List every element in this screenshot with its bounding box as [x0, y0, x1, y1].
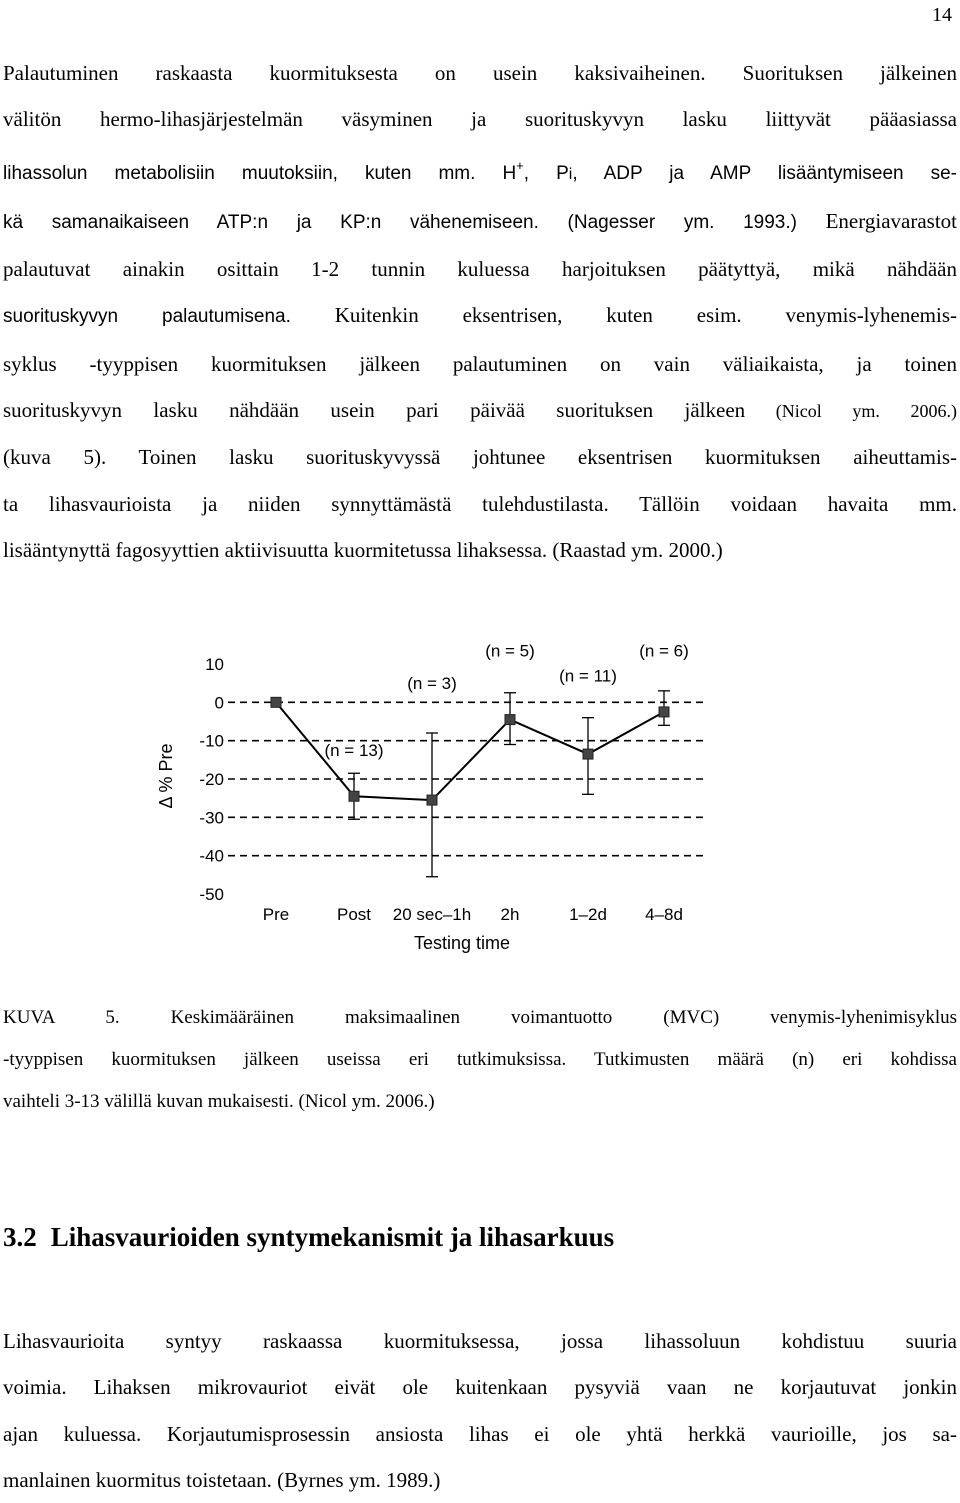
- caption-line: KUVA 5. Keskimääräinen maksimaalinen voimantuotto (MVC) venymis-lyhenimisyklus: [3, 1007, 957, 1028]
- caption-line: -tyyppisen kuormituksen jälkeen useissa eri tutkimuksissa. Tutkimusten määrä (n) eri kohdissa: [3, 1049, 957, 1070]
- text-line: (kuva 5). Toinen lasku suorituskyvyssä johtunee eksentrisen kuormituksen aiheuttamis-: [3, 445, 957, 470]
- text-line: ta lihasvaurioista ja niiden synnyttämästä tulehdustilasta. Tällöin voidaan havaita mm.: [3, 491, 957, 516]
- caption-line: vaihteli 3-13 välillä kuvan mukaisesti. (Nicol ym. 2006.): [3, 1091, 435, 1112]
- paragraph-muscle-damage: [3, 1318, 957, 1503]
- data-point: [659, 707, 669, 717]
- mvc-recovery-chart: [148, 636, 720, 956]
- section-heading: [3, 1222, 614, 1253]
- text-line: suorituskyvyn palautumisena. Kuitenkin eksentrisen, kuten esim. venymis-lyhenemis-: [3, 303, 957, 328]
- sample-size-label: (n = 13): [324, 741, 384, 760]
- text-line: Lihasvaurioita syntyy raskaassa kuormituksessa, jossa lihassoluun kohdistuu suuria: [3, 1329, 957, 1353]
- text-line: suorituskyvyn lasku nähdään usein pari päivää suorituksen jälkeen (Nicol ym. 2006.): [3, 398, 958, 423]
- sample-size-label: (n = 6): [639, 641, 689, 661]
- y-tick-label: -40: [199, 846, 224, 866]
- x-tick-label: Post: [336, 905, 372, 924]
- x-tick-label: Pre: [262, 905, 290, 924]
- data-point: [271, 697, 281, 707]
- y-tick-label: -50: [199, 885, 224, 904]
- section-number: 3.2: [3, 1222, 37, 1252]
- data-point: [427, 795, 437, 805]
- data-point: [505, 715, 515, 725]
- y-tick-label: 10: [205, 655, 224, 674]
- text-line: syklus -tyyppisen kuormituksen jälkeen palautuminen on vain väliaikaista, ja toinen: [3, 351, 957, 376]
- sample-size-label: (n = 3): [407, 673, 457, 693]
- y-tick-label: -30: [199, 808, 224, 828]
- section-title: Lihasvaurioiden syntymekanismit ja lihasarkuus: [50, 1222, 615, 1252]
- y-tick-labels: [199, 655, 224, 904]
- y-tick-label: -10: [199, 731, 224, 751]
- text-line: kä samanaikaiseen ATP:n ja KP:n vähenemiseen. (Nagesser ym. 1993.) Energiavarastot: [3, 208, 957, 233]
- text-line: Palautuminen raskaasta kuormituksesta on usein kaksivaiheinen. Suorituksen jälkeinen: [3, 61, 957, 85]
- x-tick-label: 20 sec–1h: [392, 905, 472, 924]
- y-axis-label: Δ % Pre: [156, 743, 176, 809]
- x-tick-labels: [263, 905, 683, 924]
- text-line: ajan kuluessa. Korjautumisprosessin ansiosta lihas ei ole yhtä herkkä vaurioille, jos sa-: [3, 1421, 957, 1446]
- data-point: [349, 791, 359, 801]
- x-axis-label: Testing time: [413, 933, 511, 953]
- page-number: 14: [932, 4, 952, 26]
- sample-size-label: (n = 11): [559, 666, 617, 686]
- x-tick-label: 4–8d: [645, 905, 683, 924]
- figure-caption: [3, 997, 957, 1123]
- y-tick-label: -20: [199, 770, 224, 789]
- paragraph-recovery: [3, 50, 957, 573]
- data-point: [583, 749, 593, 759]
- text-line: voimia. Lihaksen mikrovauriot eivät ole kuitenkaan pysyviä vaan ne korjautuvat jonkin: [3, 1375, 957, 1400]
- text-line: välitön hermo-lihasjärjestelmän väsyminen ja suorituskyvyn lasku liittyvät pääasiassa: [3, 107, 957, 132]
- x-tick-label: 1–2d: [569, 905, 607, 924]
- y-tick-label: 0: [214, 693, 224, 713]
- sample-size-annotations: [324, 641, 688, 760]
- x-tick-label: 2h: [500, 905, 520, 924]
- text-line: palautuvat ainakin osittain 1-2 tunnin kuluessa harjoituksen päätyttyä, mikä nähdään: [3, 257, 957, 282]
- text-line: lihassolun metabolisiin muutoksiin, kuten mm. H+, Pi, ADP ja AMP lisääntymiseen se-: [3, 157, 958, 184]
- text-line: lisääntynyttä fagosyyttien aktiivisuutta kuormitetussa lihaksessa. (Raastad ym. 2000.): [3, 537, 723, 562]
- sample-size-label: (n = 5): [485, 641, 535, 661]
- text-line: manlainen kuormitus toistetaan. (Byrnes ym. 1989.): [3, 1467, 441, 1492]
- chart-gridlines: [228, 702, 703, 855]
